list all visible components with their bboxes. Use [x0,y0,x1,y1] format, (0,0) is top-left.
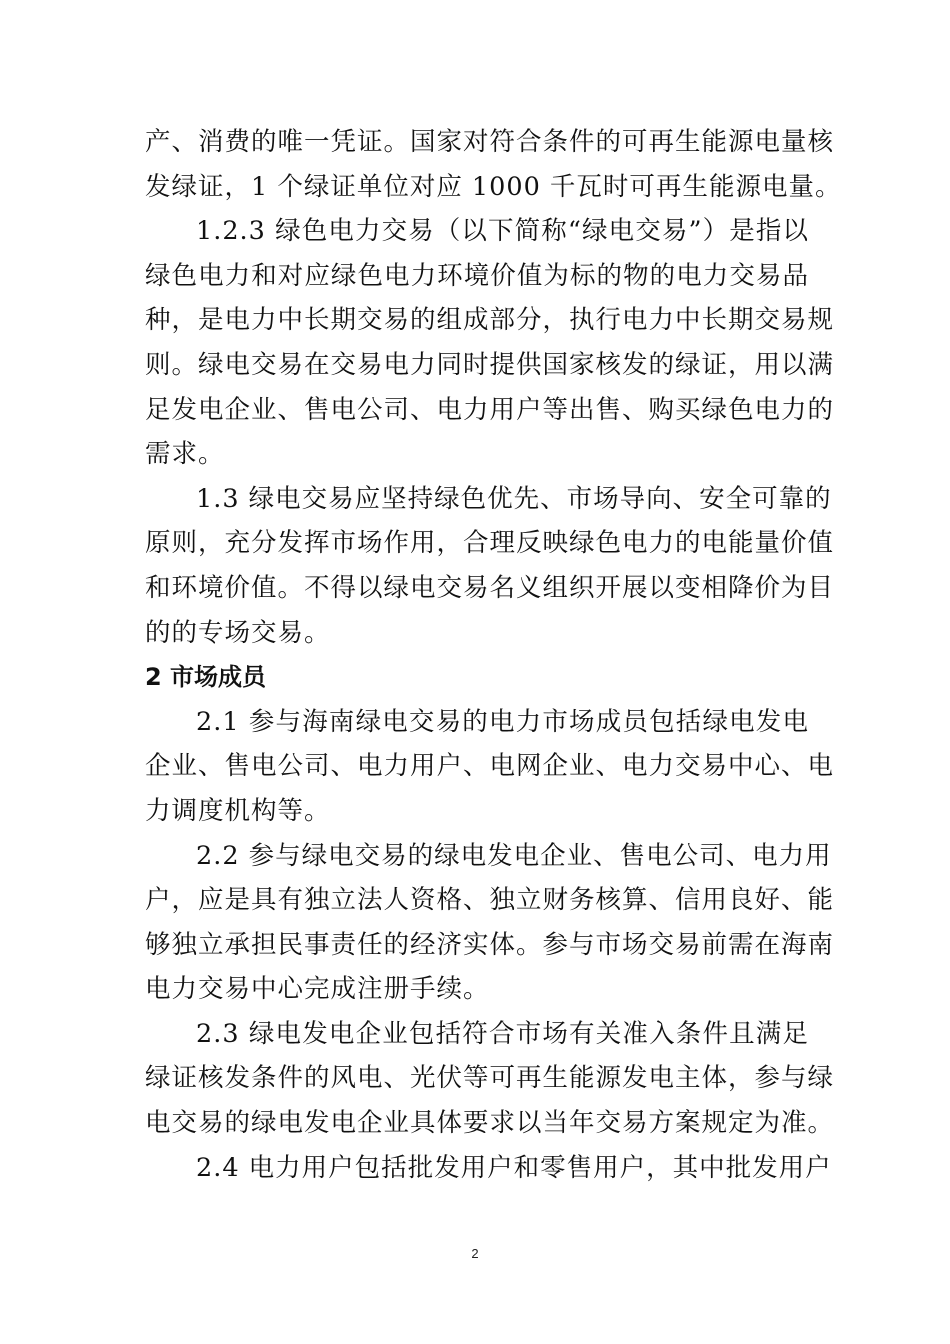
text-line: 2.3 绿电发电企业包括符合市场有关准入条件且满足 [196,1018,809,1049]
text-line: 电交易的绿电发电企业具体要求以当年交易方案规定为准。 [145,1108,835,1139]
page-number: 2 [471,1246,479,1261]
text-line: 种，是电力中长期交易的组成部分，执行电力中长期交易规 [145,305,835,336]
text-line: 企业、售电公司、电力用户、电网企业、电力交易中心、电 [145,751,835,782]
paragraph [145,1012,835,1146]
text-line: 和环境价值。不得以绿电交易名义组织开展以变相降价为目 [145,572,835,603]
text-line: 绿色电力和对应绿色电力环境价值为标的物的电力交易品 [145,260,809,291]
text-line: 力调度机构等。 [145,795,331,826]
text-line: 绿证核发条件的风电、光伏等可再生能源发电主体，参与绿 [145,1063,835,1094]
text-line: 需求。 [145,439,225,470]
text-line: 1.3 绿电交易应坚持绿色优先、市场导向、安全可靠的 [196,483,832,514]
section-heading: 2 市场成员 [145,663,267,692]
text-line: 1.2.3 绿色电力交易（以下简称“绿电交易”）是指以 [196,216,809,247]
document-body [145,120,842,1190]
text-line: 户，应是具有独立法人资格、独立财务核算、信用良好、能 [145,885,835,916]
text-line: 则。绿电交易在交易电力同时提供国家核发的绿证，用以满 [145,349,835,380]
paragraph [145,1146,832,1191]
text-line: 电力交易中心完成注册手续。 [145,974,490,1005]
text-line: 足发电企业、售电公司、电力用户等出售、购买绿色电力的 [145,394,835,425]
text-line: 2.4 电力用户包括批发用户和零售用户，其中批发用户 [196,1152,832,1183]
paragraph [145,120,842,209]
text-line: 产、消费的唯一凭证。国家对符合条件的可再生能源电量核 [145,127,835,157]
paragraph [145,834,835,1012]
text-line: 的的专场交易。 [145,617,331,648]
paragraph [145,477,835,655]
text-line: 够独立承担民事责任的经济实体。参与市场交易前需在海南 [145,929,835,960]
paragraph [145,209,835,477]
text-line: 2.2 参与绿电交易的绿电发电企业、售电公司、电力用 [196,840,832,871]
text-line: 2.1 参与海南绿电交易的电力市场成员包括绿电发电 [196,706,809,737]
text-line: 发绿证，1 个绿证单位对应 1000 千瓦时可再生能源电量。 [145,171,842,202]
text-line: 原则，充分发挥市场作用，合理反映绿色电力的电能量价值 [145,528,835,559]
paragraph [145,700,835,834]
